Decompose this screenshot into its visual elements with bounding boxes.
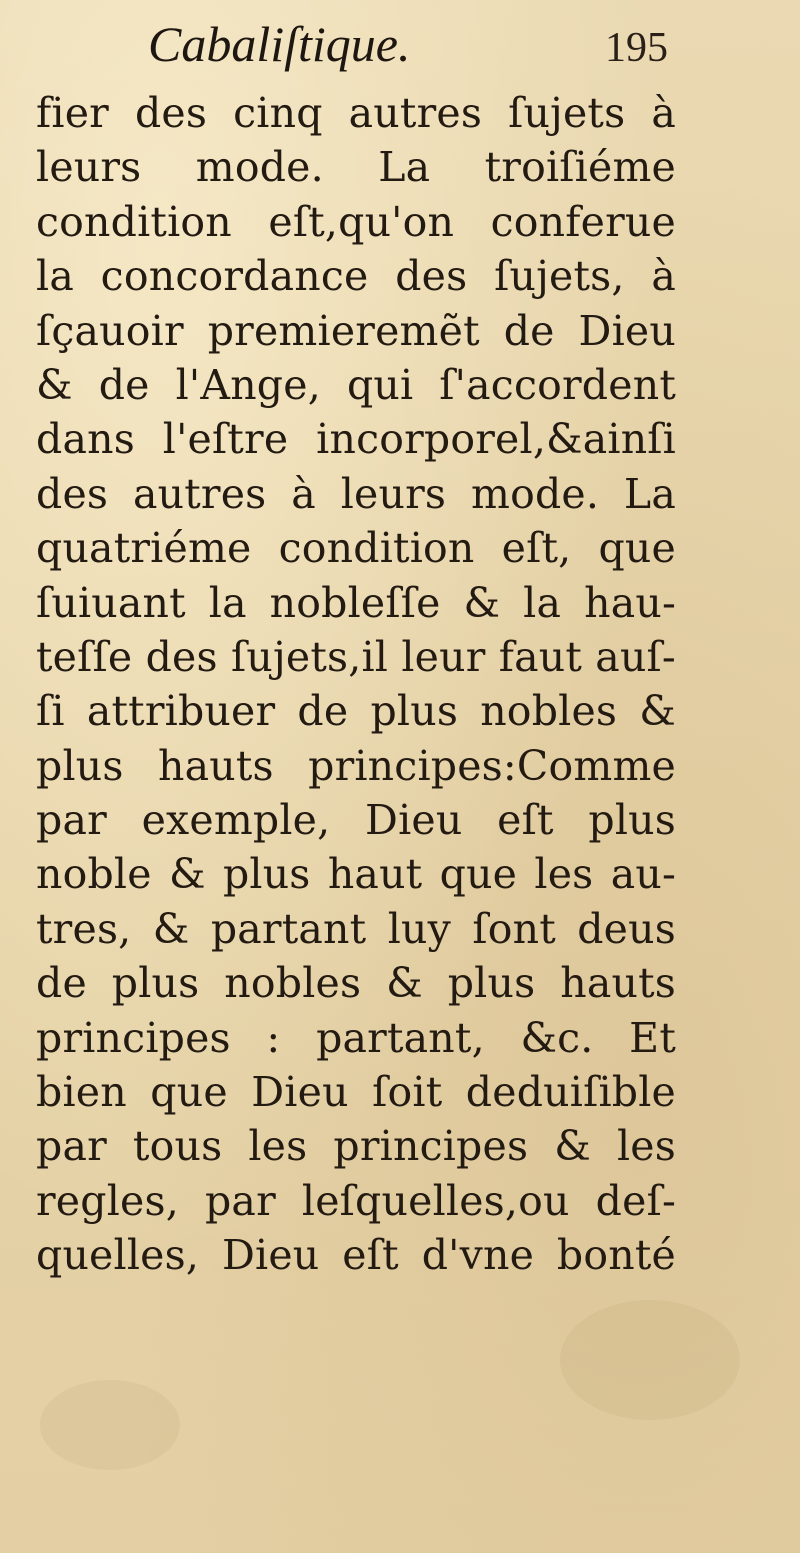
text-line: la concordance des ſujets, à — [36, 252, 676, 301]
text-line: dans l'eſtre incorporel,&ainſi — [36, 415, 676, 464]
text-line: condition eſt,qu'on conferue — [36, 197, 676, 246]
text-line: ſuiuant la nobleſſe & la hau- — [36, 578, 676, 627]
text-line: par exemple, Dieu eſt plus — [36, 796, 676, 845]
text-line: ſi attribuer de plus nobles & — [36, 687, 676, 736]
text-line: noble & plus haut que les au- — [36, 850, 676, 899]
text-line: quelles, Dieu eſt d'vne bonté — [36, 1231, 676, 1280]
text-line: par tous les principes & les — [36, 1122, 676, 1171]
text-line: leurs mode. La troiſiéme — [36, 143, 676, 192]
text-line: & de l'Ange, qui ſ'accordent — [36, 360, 676, 409]
text-line: de plus nobles & plus hauts — [36, 959, 676, 1008]
page-number: 195 — [605, 25, 668, 71]
text-line: principes : partant, &c. Et — [36, 1013, 676, 1062]
running-title: Cabaliſtique. — [148, 16, 411, 72]
text-line: regles, par leſquelles,ou deſ- — [36, 1176, 676, 1225]
text-line: des autres à leurs mode. La — [36, 469, 676, 518]
text-line: plus hauts principes:Comme — [36, 741, 676, 790]
text-line: quatriéme condition eſt, que — [36, 524, 676, 573]
text-line: fier des cinq autres ſujets à — [36, 89, 676, 137]
text-line: tres, & partant luy ſont deus — [36, 904, 676, 953]
paper-stain — [40, 1380, 180, 1470]
running-head — [148, 14, 668, 84]
text-line: bien que Dieu ſoit deduiſible — [36, 1068, 676, 1117]
text-line: ſçauoir premieremẽt de Dieu — [36, 306, 676, 355]
body-text — [36, 86, 676, 1283]
text-line: teſſe des ſujets,il leur faut auſ- — [36, 632, 676, 681]
paper-stain — [560, 1300, 740, 1420]
